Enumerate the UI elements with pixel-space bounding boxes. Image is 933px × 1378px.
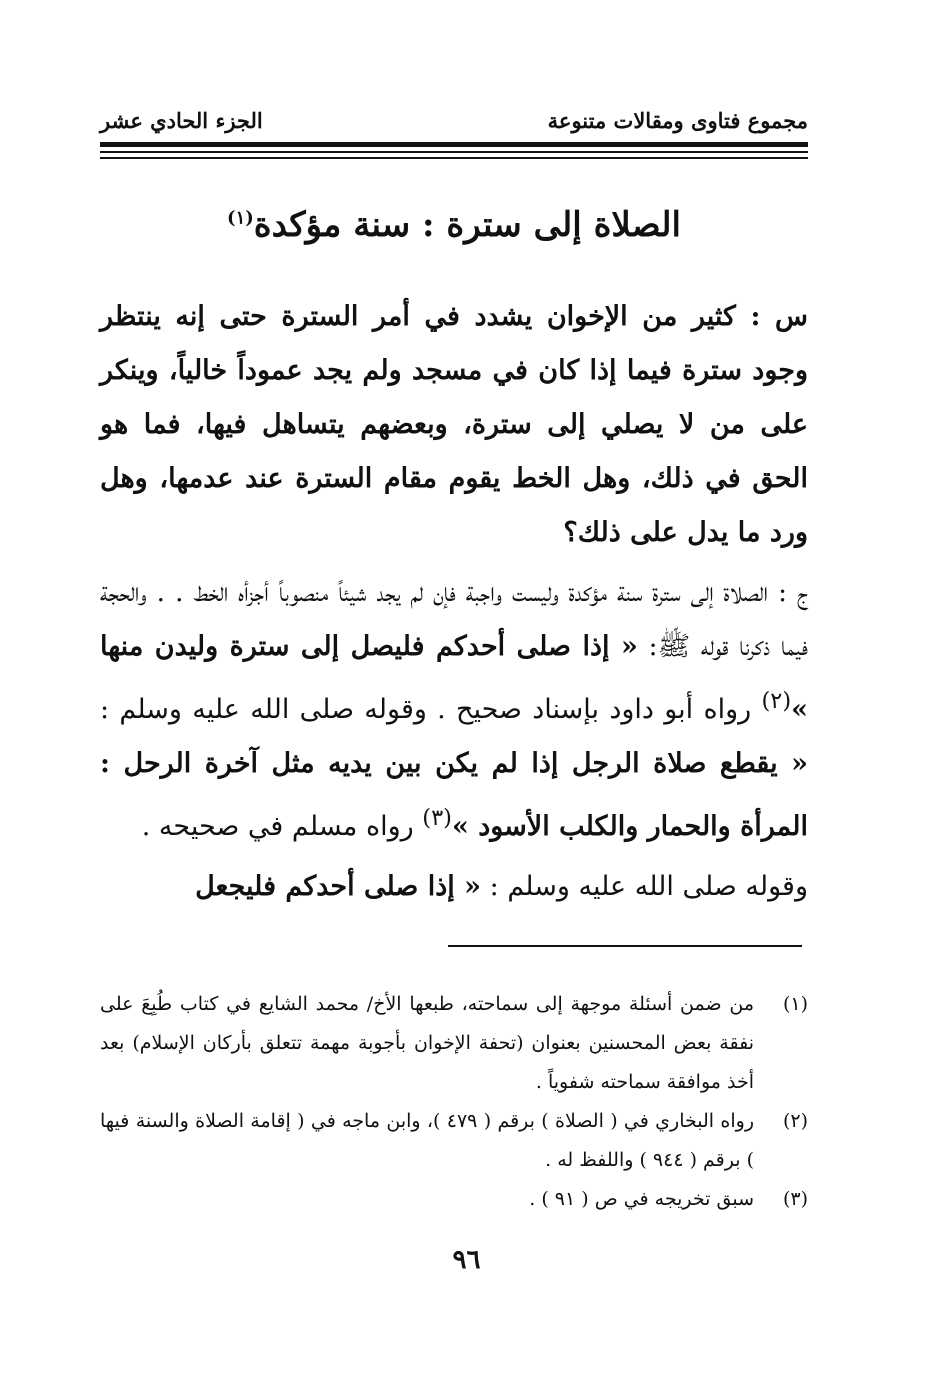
body-text bbox=[100, 290, 808, 914]
footnotes bbox=[100, 985, 808, 1219]
section-title bbox=[100, 205, 808, 245]
footnote-separator bbox=[448, 945, 802, 947]
footnote-text: رواه البخاري في ( الصلاة ) برقم ( ٤٧٩ )، وابن ماجه في ( إقامة الصلاة والسنة فيها ) برقم ( ٩٤٤ ) واللفظ له . bbox=[100, 1110, 754, 1171]
answer-prefix: ج : bbox=[778, 577, 808, 608]
footnote-text: من ضمن أسئلة موجهة إلى سماحته، طبعها الأخ/ محمد الشايع في كتاب طُبِعَ على نفقة بعض المحسنين بعنوان (تحفة الإخوان بأجوبة مهمة تتعلق بأركان الإسلام) بعد أخذ موافقة سماحته شفوياً . bbox=[100, 993, 754, 1093]
book-title: مجموع فتاوى ومقالات متنوعة bbox=[547, 108, 808, 133]
footnote bbox=[100, 1102, 808, 1180]
header-rule-thin bbox=[100, 151, 808, 153]
footnote-ref: (١) bbox=[227, 207, 254, 229]
answer-text-3: رواه مسلم في صحيحه . bbox=[141, 811, 414, 842]
header-rule-thin-2 bbox=[100, 157, 808, 159]
running-header bbox=[100, 108, 808, 140]
hadith-quote-1: « إذا صلى أحدكم فليصل إلى سترة وليدن منها » bbox=[100, 631, 808, 725]
answer-text-1: الصلاة إلى سترة سنة مؤكدة وليست واجبة فإن لم يجد شيئاً منصوباً أجزأه الخط . . والحجة فيما ذكرنا قوله ﷺ: bbox=[100, 577, 808, 662]
footnote-ref: (٣) bbox=[422, 805, 452, 831]
answer-paragraph bbox=[100, 566, 808, 854]
answer-paragraph-2 bbox=[100, 860, 808, 914]
volume-title: الجزء الحادي عشر bbox=[100, 108, 263, 133]
footnote-ref: (٢) bbox=[761, 688, 792, 714]
page-number: ٩٦ bbox=[452, 1245, 481, 1275]
footnote-number: (١) bbox=[782, 993, 808, 1015]
answer-text-2: رواه أبو داود بإسناد صحيح . وقوله صلى الله عليه وسلم : bbox=[100, 694, 752, 725]
question-paragraph bbox=[100, 290, 808, 560]
footnote-text: سبق تخريجه في ص ( ٩١ ) . bbox=[529, 1188, 754, 1210]
answer-text-4: وقوله صلى الله عليه وسلم : bbox=[489, 871, 808, 902]
question-text: كثير من الإخوان يشدد في أمر السترة حتى إنه ينتظر وجود سترة فيما إذا كان في مسجد ولم يجد عموداً خالياً، وينكر على من لا يصلي إلى سترة، وبعضهم يتساهل فيها، فما هو الحق في ذلك، وهل الخط يقوم مقام السترة عند عدمها، وهل ورد ما يدل على ذلك؟ bbox=[100, 301, 808, 548]
footnote bbox=[100, 1180, 808, 1219]
footnote-number: (٢) bbox=[782, 1110, 808, 1132]
hadith-quote-2: « يقطع صلاة الرجل إذا لم يكن بين يديه مثل آخرة الرحل : المرأة والحمار والكلب الأسود » bbox=[100, 748, 808, 842]
footnote-number: (٣) bbox=[782, 1188, 808, 1210]
hadith-quote-3: « إذا صلى أحدكم فليجعل bbox=[195, 871, 482, 902]
section-title-text: الصلاة إلى سترة : سنة مؤكدة bbox=[253, 205, 681, 245]
header-rule-thick bbox=[100, 142, 808, 147]
question-prefix: س : bbox=[750, 301, 809, 332]
footnote bbox=[100, 985, 808, 1102]
